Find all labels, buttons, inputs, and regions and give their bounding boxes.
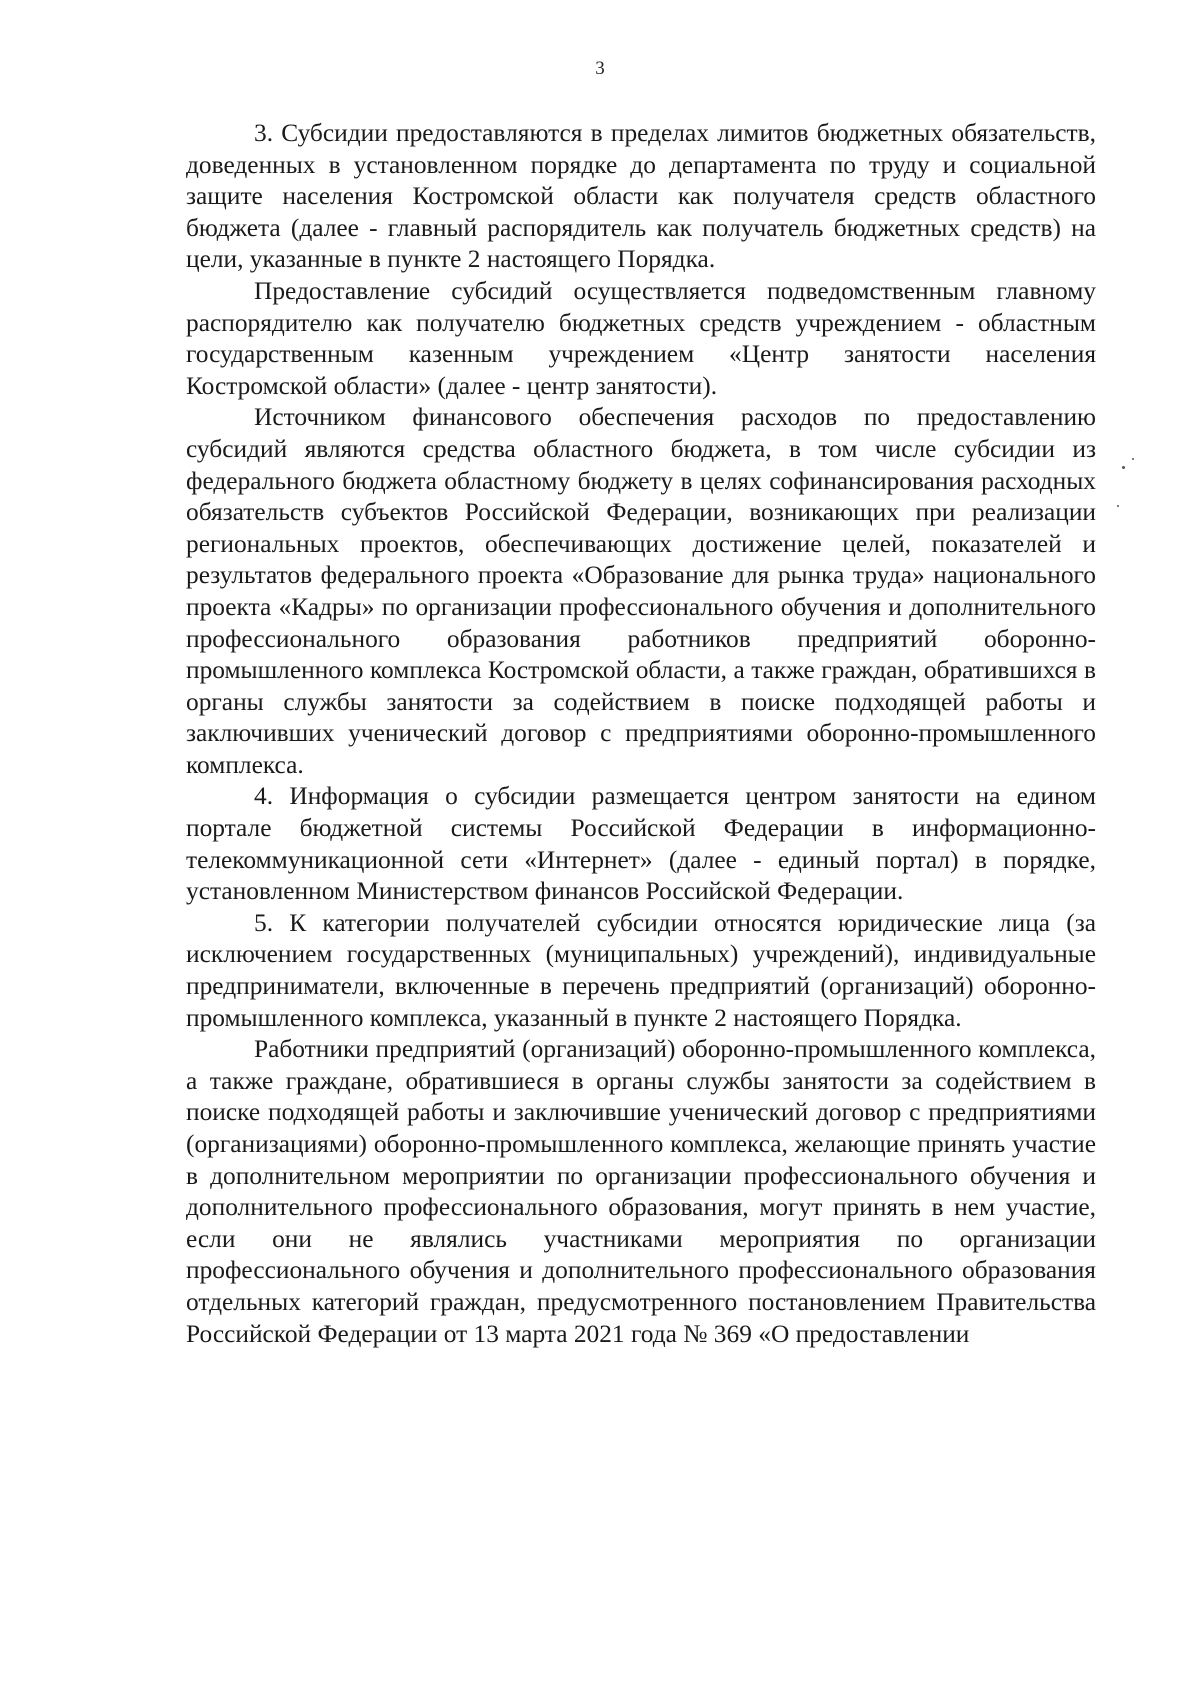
scan-speck <box>1122 466 1125 469</box>
scan-speck <box>1132 458 1134 460</box>
document-body <box>186 118 1096 1350</box>
page-number: 3 <box>595 58 605 79</box>
scan-speck <box>1117 505 1119 507</box>
paragraph-workers-participation: Работники предприятий (организаций) оборонно-промышленного комплекса, а также граждане, обратившиеся в органы службы занятости за содействием в поиске подходящей работы и заключившие ученический договор с предприятиями (организациями) оборонно-промышленного комплекса, желающие принять участие в дополнительном мероприятии по организации профессионального обучения и дополнительного профессионального образования, могут принять в нем участие, если они не являлись участниками мероприятия по организации профессионального обучения и дополнительного профессионального образования отдельных категорий граждан, предусмотренного постановлением Правительства Российской Федерации от 13 марта 2021 года № 369 «О предоставлении <box>186 1035 1096 1348</box>
paragraph-recipient-category: 5. К категории получателей субсидии относятся юридические лица (за исключением государственных (муниципальных) учреждений), индивидуальные предприниматели, включенные в перечень предприятий (организаций) оборонно-промышленного комплекса, указанный в пункте 2 настоящего Порядка. <box>186 908 1096 1032</box>
paragraph-subsidy-provision: Предоставление субсидий осуществляется подведомственным главному распорядителю как получателю бюджетных средств учреждением - областным государственным казенным учреждением «Центр занятости населения Костромской области» (далее - центр занятости). <box>186 276 1096 400</box>
paragraph-subsidy-information: 4. Информация о субсидии размещается центром занятости на едином портале бюджетной системы Российской Федерации в информационно-телекоммуникационной сети «Интернет» (далее - единый портал) в порядке, установленном Министерством финансов Российской Федерации. <box>186 782 1096 906</box>
paragraph-subsidy-limits: 3. Субсидии предоставляются в пределах лимитов бюджетных обязательств, доведенных в установленном порядке до департамента по труду и социальной защите населения Костромской области как получателя средств областного бюджета (далее - главный распорядитель как получатель бюджетных средств) на цели, указанные в пункте 2 настоящего Порядка. <box>186 119 1096 274</box>
paragraph-funding-source: Источником финансового обеспечения расходов по предоставлению субсидий являются средства областного бюджета, в том числе субсидии из федерального бюджета областному бюджету в целях софинансирования расходных обязательств субъектов Российской Федерации, возникающих при реализации региональных проектов, обеспечивающих достижение целей, показателей и результатов федерального проекта «Образование для рынка труда» национального проекта «Кадры» по организации профессионального обучения и дополнительного профессионального образования работников предприятий оборонно-промышленного комплекса Костромской области, а также граждан, обратившихся в органы службы занятости за содействием в поиске подходящей работы и заключивших ученический договор с предприятиями оборонно-промышленного комплекса. <box>186 403 1096 779</box>
